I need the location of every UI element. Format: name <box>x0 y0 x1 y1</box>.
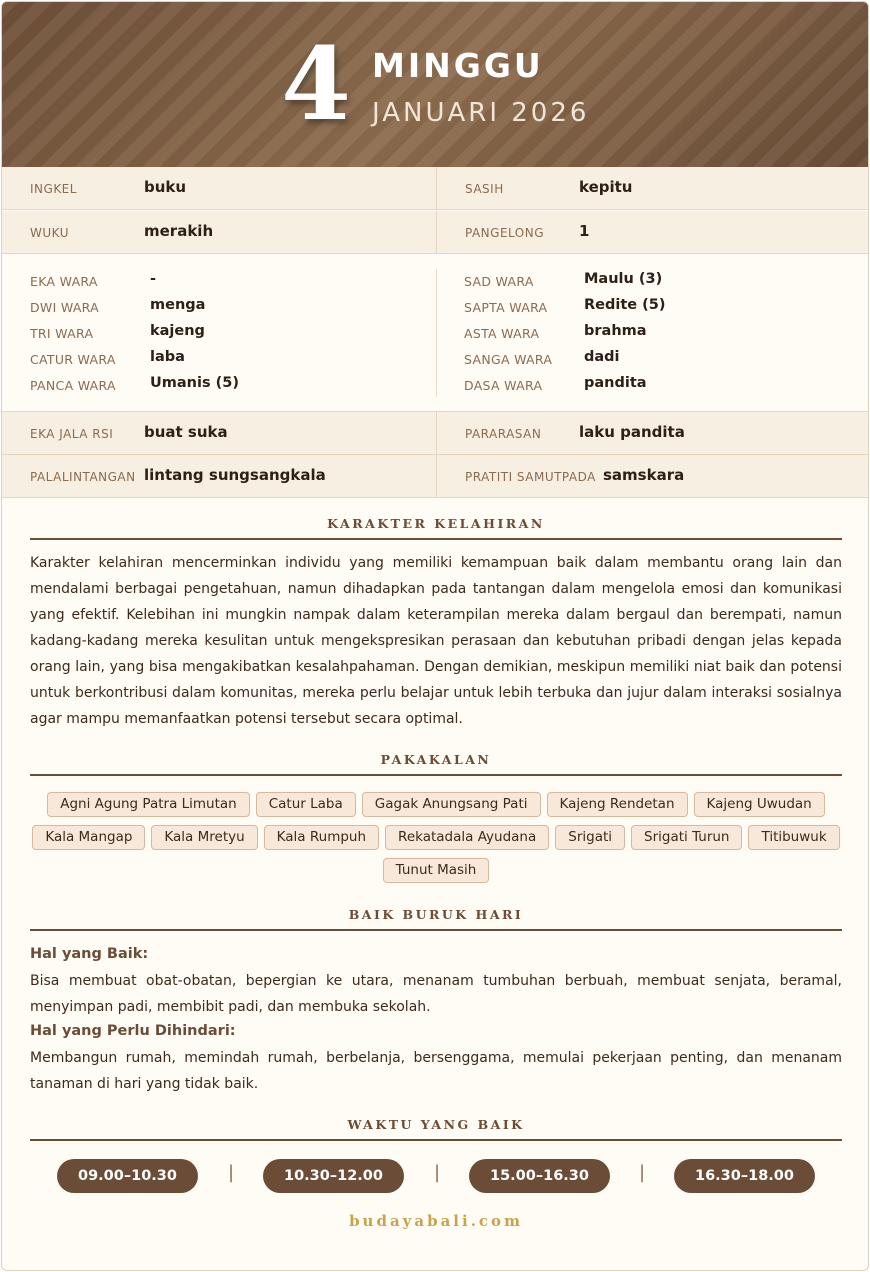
pakakalan-chip: Rekatadala Ayudana <box>385 825 549 850</box>
wara-label: SAD WARA <box>464 274 534 289</box>
sasih-label: SASIH <box>465 182 504 196</box>
karakter-title: KARAKTER KELAHIRAN <box>327 516 545 531</box>
pakakalan-title: PAKAKALAN <box>380 752 492 767</box>
wara-row <box>30 321 450 347</box>
slot-separator: | <box>639 1162 646 1183</box>
section-divider <box>30 929 842 931</box>
sasih-value: kepitu <box>579 178 633 196</box>
wara-value: Maulu (3) <box>584 271 663 287</box>
wara-label: TRI WARA <box>30 326 94 341</box>
wuku-value: merakih <box>144 222 214 240</box>
pakakalan-chip: Agni Agung Patra Limutan <box>47 792 250 817</box>
info-row-ekajala-pararasan <box>2 412 869 455</box>
wara-label: DASA WARA <box>464 378 543 393</box>
pararasan-label: PARARASAN <box>465 427 542 441</box>
wara-row <box>464 373 869 399</box>
date-header <box>2 2 869 167</box>
section-divider <box>30 774 842 776</box>
karakter-text: Karakter kelahiran mencerminkan individu yang memiliki kemampuan baik dalam membantu orang lain dan mendalami berbagai pengetahuan, namun dihadapkan pada tantangan dalam mengelola emosi dan komunikasi yang efektif. Kelebihan ini mungkin nampak dalam keterampilan mereka dalam bergaul dan berempati, namun kadang-kadang mereka kesulitan untuk mengekspresikan perasaan dan kebutuhan pribadi dengan jelas kepada orang lain, yang bisa mengakibatkan kesalahpahaman. Dengan demikian, meskipun memiliki niat baik dan potensi untuk berkontribusi dalam komunitas, mereka perlu belajar untuk lebih terbuka dan jujur dalam interaksi sosialnya agar mampu memanfaatkan potensi tersebut secara optimal. <box>30 555 842 727</box>
section-divider <box>30 1139 842 1141</box>
slot-separator: | <box>228 1162 235 1183</box>
eka-jala-rsi-label: EKA JALA RSI <box>30 427 114 441</box>
pararasan-value: laku pandita <box>579 423 685 441</box>
wara-row <box>30 347 450 373</box>
wara-value: pandita <box>584 375 647 391</box>
eka-jala-rsi-value: buat suka <box>144 423 228 441</box>
baik-buruk-title: BAIK BURUK HARI <box>348 907 524 922</box>
palalintangan-label: PALALINTANGAN <box>30 470 136 484</box>
wara-label: PANCA WARA <box>30 378 116 393</box>
info-row-wuku-pangelong <box>2 211 869 254</box>
wara-label: SANGA WARA <box>464 352 553 367</box>
section-divider <box>30 538 842 540</box>
wara-value: dadi <box>584 349 620 365</box>
pratiti-samutpada-value: samskara <box>603 466 685 484</box>
wara-value: brahma <box>584 323 647 339</box>
good-text: Bisa membuat obat-obatan, bepergian ke utara, menanam tumbuhan berbuah, membuat senjata, beramal, menyimpan padi, membibit padi, dan membuka sekolah. <box>30 973 842 1015</box>
pakakalan-chip: Kala Mangap <box>32 825 145 850</box>
wara-value: Redite (5) <box>584 297 666 313</box>
wara-row <box>30 373 450 399</box>
pakakalan-chip: Srigati <box>555 825 625 850</box>
slot-separator: | <box>434 1162 441 1183</box>
wara-value: menga <box>150 297 206 313</box>
wara-row <box>464 321 869 347</box>
palalintangan-value: lintang sungsangkala <box>144 466 326 484</box>
ingkel-value: buku <box>144 178 187 196</box>
bad-heading: Hal yang Perlu Dihindari: <box>30 1023 236 1039</box>
month-year: JANUARI 2026 <box>372 98 590 128</box>
info-row-ingkel-sasih <box>2 167 869 210</box>
wara-row <box>464 347 869 373</box>
day-number: 4 <box>281 25 351 143</box>
wara-value: - <box>150 271 157 287</box>
wara-value: laba <box>150 349 185 365</box>
pakakalan-chip: Titibuwuk <box>748 825 839 850</box>
pakakalan-chip: Kajeng Rendetan <box>547 792 688 817</box>
pakakalan-chip: Srigati Turun <box>631 825 742 850</box>
time-slot: 16.30–18.00 <box>674 1159 815 1193</box>
pratiti-samutpada-label: PRATITI SAMUTPADA <box>465 470 596 484</box>
wara-label: SAPTA WARA <box>464 300 548 315</box>
pakakalan-chip: Gagak Anungsang Pati <box>362 792 541 817</box>
wara-label: DWI WARA <box>30 300 100 315</box>
pakakalan-chip: Kala Rumpuh <box>264 825 379 850</box>
pakakalan-chip: Kala Mretyu <box>151 825 257 850</box>
pangelong-label: PANGELONG <box>465 226 545 240</box>
wara-label: EKA WARA <box>30 274 98 289</box>
wara-value: kajeng <box>150 323 205 339</box>
calendar-card <box>1 1 869 1271</box>
wara-grid <box>2 255 869 412</box>
ingkel-label: INGKEL <box>30 182 77 196</box>
wara-row <box>464 269 869 295</box>
good-heading: Hal yang Baik: <box>30 946 149 962</box>
wara-value: Umanis (5) <box>150 375 239 391</box>
time-slot: 10.30–12.00 <box>263 1159 404 1193</box>
time-slot: 15.00–16.30 <box>469 1159 610 1193</box>
wara-row <box>30 295 450 321</box>
info-row-palalintangan-pratiti <box>2 455 869 498</box>
pakakalan-list <box>30 792 842 883</box>
pakakalan-chip: Tunut Masih <box>383 858 490 883</box>
time-slot: 09.00–10.30 <box>57 1159 198 1193</box>
pangelong-value: 1 <box>579 222 590 240</box>
wuku-label: WUKU <box>30 226 69 240</box>
site-footer-link[interactable]: budayabali.com <box>349 1212 523 1230</box>
bad-text: Membangun rumah, memindah rumah, berbelanja, bersenggama, memulai pekerjaan penting, dan menanam tanaman di hari yang tidak baik. <box>30 1050 842 1092</box>
wara-row <box>30 269 450 295</box>
pakakalan-chip: Catur Laba <box>256 792 356 817</box>
pakakalan-chip: Kajeng Uwudan <box>694 792 825 817</box>
wara-label: CATUR WARA <box>30 352 116 367</box>
wara-label: ASTA WARA <box>464 326 540 341</box>
waktu-title: WAKTU YANG BAIK <box>347 1117 525 1132</box>
wara-row <box>464 295 869 321</box>
day-name: MINGGU <box>372 46 544 85</box>
